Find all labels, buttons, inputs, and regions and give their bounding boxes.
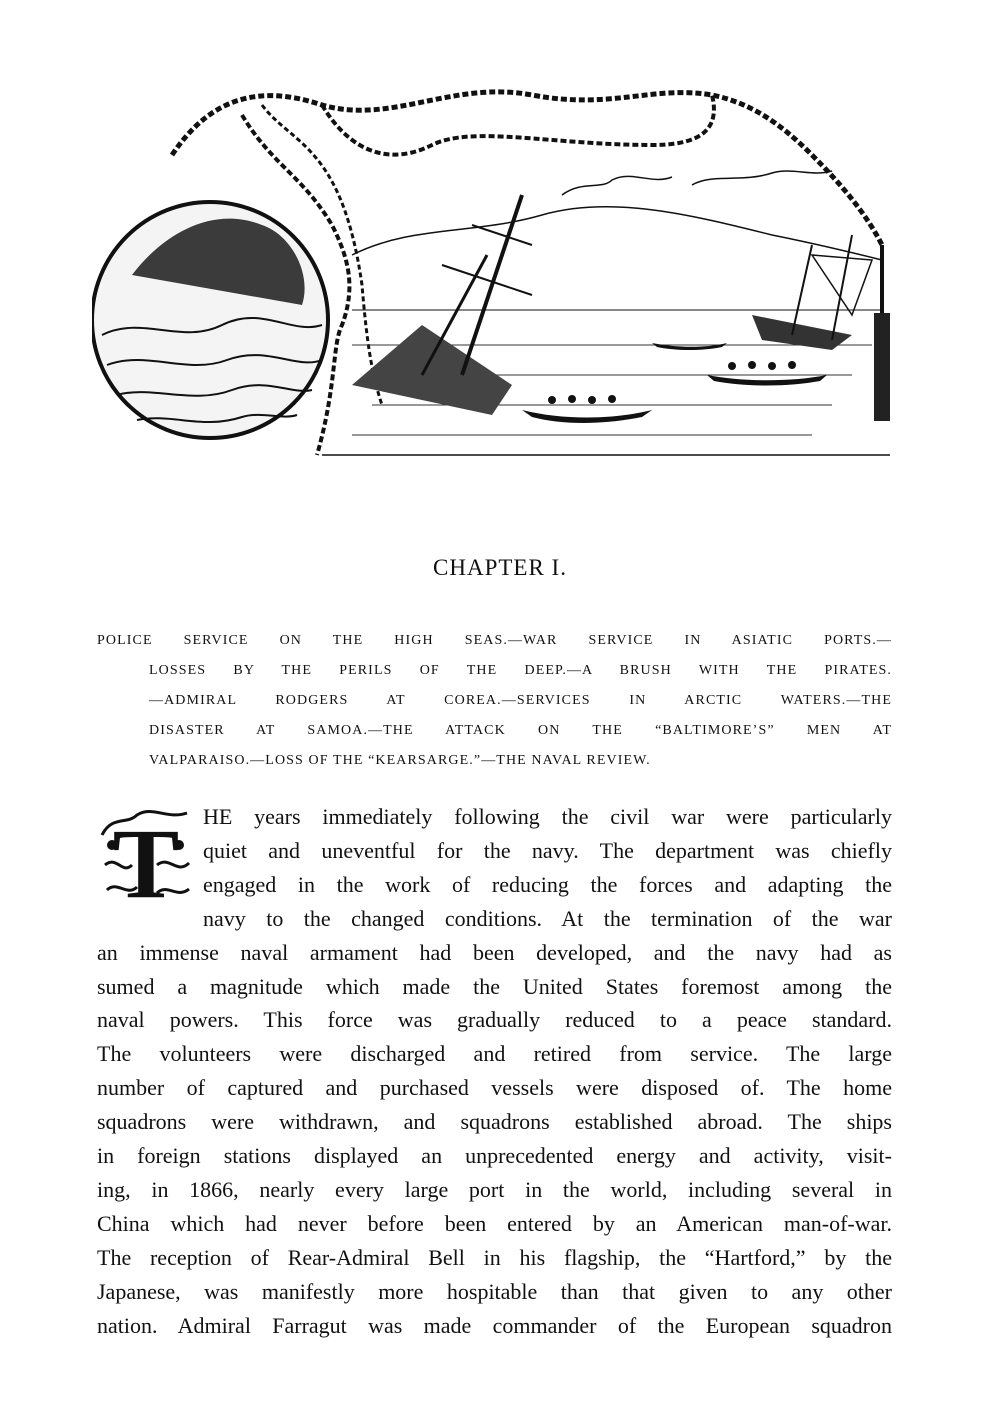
body-line: nation. Admiral Farragut was made commander of the European squadron <box>97 1312 892 1338</box>
summary-line: —ADMIRAL RODGERS AT COREA.—SERVICES IN ARCTIC WATERS.—THE <box>149 693 892 708</box>
drop-cap-letter: T <box>112 808 180 905</box>
body-line: ing, in 1866, nearly every large port in the world, including several in <box>97 1176 892 1202</box>
chapter-title: CHAPTER I. <box>433 555 567 580</box>
body-text <box>97 800 892 1343</box>
header-illustration <box>92 85 890 460</box>
chapter-summary <box>97 626 892 776</box>
rowboat <box>522 410 652 423</box>
summary-line: DISASTER AT SAMOA.—THE ATTACK ON THE “BALTIMORE’S” MEN AT <box>149 723 892 738</box>
body-line: HE years immediately following the civil war were particularly <box>203 804 892 829</box>
rowboat <box>707 375 827 386</box>
body-line: number of captured and purchased vessels were disposed of. The home <box>97 1075 892 1101</box>
body-line: squadrons were withdrawn, and squadrons established abroad. The ships <box>97 1109 892 1135</box>
body-line: engaged in the work of reducing the forces and adapting the <box>203 871 892 897</box>
body-line: navy to the changed conditions. At the termination of the war <box>203 905 892 931</box>
body-line: naval powers. This force was gradually reduced to a peace standard. <box>97 1007 892 1033</box>
sinking-ship <box>352 325 512 415</box>
summary-line: LOSSES BY THE PERILS OF THE DEEP.—A BRUSH WITH THE PIRATES. <box>149 663 892 678</box>
body-line: an immense naval armament had been developed, and the navy had as <box>97 939 892 965</box>
body-line: in foreign stations displayed an unprecedented energy and activity, visit- <box>97 1143 892 1169</box>
summary-line: POLICE SERVICE ON THE HIGH SEAS.—WAR SERVICE IN ASIATIC PORTS.— <box>97 633 892 648</box>
body-line: The reception of Rear-Admiral Bell in his flagship, the “Hartford,” by the <box>97 1244 892 1270</box>
body-line: quiet and uneventful for the navy. The department was chiefly <box>203 837 892 863</box>
body-line: sumed a magnitude which made the United States foremost among the <box>97 973 892 999</box>
rowboat <box>652 343 727 350</box>
body-line: China which had never before been entered by an American man-of-war. <box>97 1210 892 1236</box>
summary-line: VALPARAISO.—LOSS OF THE “KEARSARGE.”—THE NAVAL REVIEW. <box>149 753 651 768</box>
body-line: The volunteers were discharged and retired from service. The large <box>97 1041 892 1067</box>
body-line: Japanese, was manifestly more hospitable than that given to any other <box>97 1278 892 1304</box>
